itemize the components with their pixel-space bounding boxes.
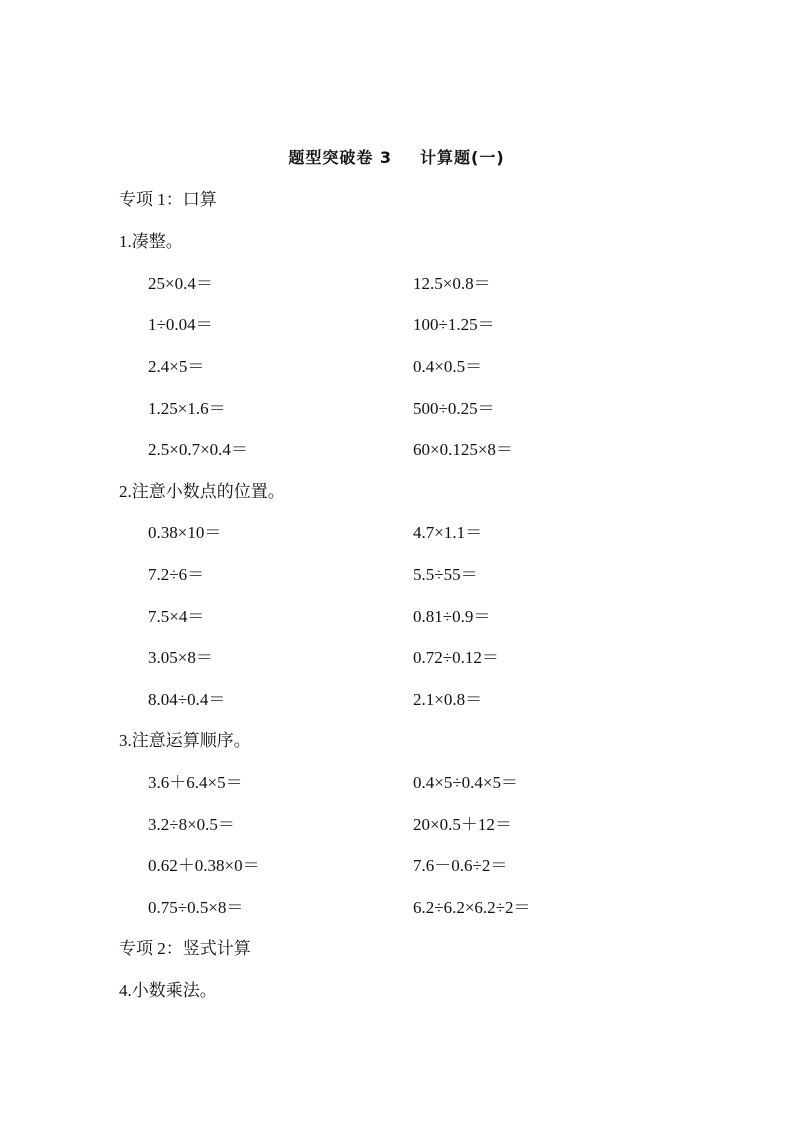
problem-left: 3.2÷8×0.5＝ xyxy=(148,815,235,834)
title-main: 题型突破卷 3 xyxy=(288,148,393,167)
question-2-title: 2.注意小数点的位置。 xyxy=(119,482,285,501)
problem-row xyxy=(0,564,793,586)
problem-right: 12.5×0.8＝ xyxy=(413,274,491,293)
problem-row xyxy=(0,855,793,877)
problem-left: 2.5×0.7×0.4＝ xyxy=(148,440,248,459)
problem-left: 1÷0.04＝ xyxy=(148,315,213,334)
problem-left: 0.38×10＝ xyxy=(148,523,222,542)
problem-row xyxy=(0,398,793,420)
problem-right: 100÷1.25＝ xyxy=(413,315,495,334)
problem-row xyxy=(0,314,793,336)
problem-left: 25×0.4＝ xyxy=(148,274,213,293)
problem-row xyxy=(0,273,793,295)
problem-left: 1.25×1.6＝ xyxy=(148,399,226,418)
problem-right: 0.81÷0.9＝ xyxy=(413,607,491,626)
question-3-title: 3.注意运算顺序。 xyxy=(119,731,251,750)
problem-row xyxy=(0,439,793,461)
problem-left: 7.2÷6＝ xyxy=(148,565,205,584)
problem-right: 4.7×1.1＝ xyxy=(413,523,483,542)
problem-left: 3.6＋6.4×5＝ xyxy=(148,773,243,792)
problem-row xyxy=(0,897,793,919)
title-subject: 计算题(一) xyxy=(420,148,505,167)
problem-right: 6.2÷6.2×6.2÷2＝ xyxy=(413,898,531,917)
section-2-label: 专项 2：竖式计算 xyxy=(119,939,251,958)
problem-left: 0.75÷0.5×8＝ xyxy=(148,898,244,917)
problem-right: 7.6－0.6÷2＝ xyxy=(413,856,508,875)
problem-left: 2.4×5＝ xyxy=(148,357,205,376)
problem-left: 7.5×4＝ xyxy=(148,607,205,626)
problem-left: 0.62＋0.38×0＝ xyxy=(148,856,260,875)
problem-right: 2.1×0.8＝ xyxy=(413,690,483,709)
problem-left: 8.04÷0.4＝ xyxy=(148,690,226,709)
problem-row xyxy=(0,689,793,711)
problem-row xyxy=(0,606,793,628)
question-1-title: 1.凑整。 xyxy=(119,232,183,251)
problem-right: 0.72÷0.12＝ xyxy=(413,648,499,667)
problem-row xyxy=(0,356,793,378)
problem-row xyxy=(0,772,793,794)
problem-row xyxy=(0,522,793,544)
problem-left: 3.05×8＝ xyxy=(148,648,213,667)
question-4-title: 4.小数乘法。 xyxy=(119,981,217,1000)
section-1-label: 专项 1：口算 xyxy=(119,190,217,209)
problem-right: 20×0.5＋12＝ xyxy=(413,815,512,834)
problem-right: 60×0.125×8＝ xyxy=(413,440,513,459)
problem-right: 500÷0.25＝ xyxy=(413,399,495,418)
problem-row xyxy=(0,647,793,669)
problem-right: 5.5÷55＝ xyxy=(413,565,478,584)
problem-right: 0.4×5÷0.4×5＝ xyxy=(413,773,519,792)
worksheet-title xyxy=(0,145,793,168)
problem-right: 0.4×0.5＝ xyxy=(413,357,483,376)
problem-row xyxy=(0,814,793,836)
